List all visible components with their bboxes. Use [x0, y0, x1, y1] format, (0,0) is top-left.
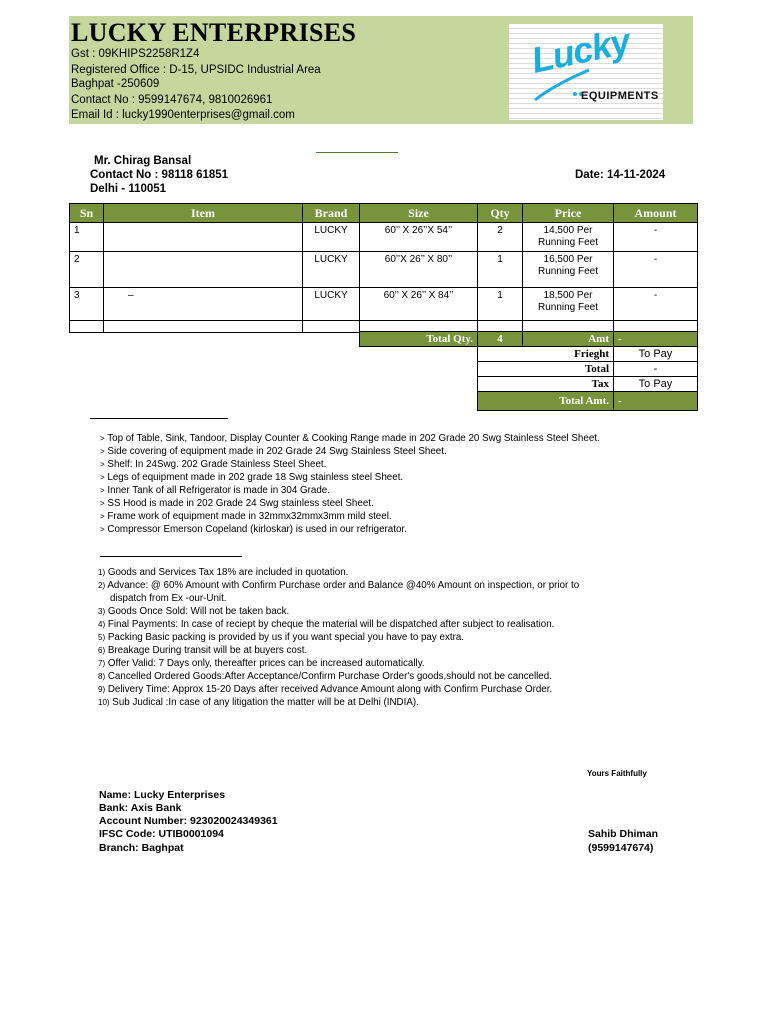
term-item — [98, 566, 738, 579]
term-item — [98, 605, 738, 618]
office-city: Baghpat -250609 — [71, 78, 160, 90]
spec-marker: > — [100, 486, 105, 495]
term-number: 10) — [98, 698, 110, 707]
term-number: 2) — [98, 581, 106, 590]
cell-sn: 1 — [70, 223, 104, 252]
closing-text: Yours Faithfully — [587, 769, 647, 778]
company-name: LUCKY ENTERPRISES — [71, 18, 357, 47]
spec-item — [100, 484, 720, 497]
col-header-price: Price — [523, 204, 614, 223]
cell-size: 60’’ X 26’’ X 84’’ — [360, 288, 478, 321]
bank-account-name: Name: Lucky Enterprises — [99, 789, 226, 801]
spec-marker: > — [100, 434, 105, 443]
signatory-name: Sahib Dhiman — [588, 828, 659, 840]
term-item — [98, 683, 738, 696]
spec-marker: > — [100, 460, 105, 469]
totals-table — [359, 331, 698, 411]
logo-wordmark: Lucky — [527, 20, 634, 81]
term-number: 6) — [98, 646, 106, 655]
cell-amount: - — [614, 223, 698, 252]
term-item — [98, 579, 738, 592]
table-row — [70, 223, 698, 252]
signatory-phone: (9599147674) — [588, 842, 654, 854]
cell-item: – — [104, 288, 303, 321]
terms-list — [98, 566, 738, 709]
bank-ifsc: IFSC Code: UTIB0001094 — [99, 828, 224, 840]
cell-sn: 2 — [70, 252, 104, 288]
table-row — [70, 252, 698, 288]
company-email: Email Id : lucky1990enterprises@gmail.com — [71, 109, 295, 121]
spec-text: Inner Tank of all Refrigerator is made in 304 Grade. — [107, 485, 330, 496]
tax-row — [360, 377, 698, 392]
total-amt-value: - — [614, 392, 698, 411]
term-text: Cancelled Ordered Goods:After Acceptance/Confirm Purchase Order's goods,should not be cancelled. — [107, 671, 552, 682]
company-contact: Contact No : 9599147674, 9810026961 — [71, 94, 273, 106]
term-text: Goods Once Sold: Will not be taken back. — [107, 606, 290, 617]
spec-text: Shelf: In 24Swg. 202 Grade Stainless Steel Sheet. — [107, 459, 327, 470]
col-header-item: Item — [104, 204, 303, 223]
total-amt-label: Total Amt. — [478, 392, 614, 411]
term-item — [98, 696, 738, 709]
company-logo — [509, 20, 663, 120]
term-item — [98, 631, 738, 644]
customer-contact: Contact No : 98118 61851 — [90, 169, 229, 181]
spec-text: Compressor Emerson Copeland (kirloskar) is used in our refrigerator. — [107, 524, 407, 535]
cell-sn: 3 — [70, 288, 104, 321]
cell-amount: - — [614, 252, 698, 288]
term-number: 1) — [98, 568, 106, 577]
customer-city: Delhi - 110051 — [90, 183, 167, 195]
gst-number: Gst : 09KHIPS2258R1Z4 — [71, 48, 200, 60]
total-value: - — [614, 362, 698, 377]
col-header-amount: Amount — [614, 204, 698, 223]
spec-marker: > — [100, 512, 105, 521]
spec-text: Top of Table, Sink, Tandoor, Display Counter & Cooking Range made in 202 Grade 20 Swg Stainless Steel Sheet. — [107, 433, 600, 444]
term-text: Delivery Time: Approx 15-20 Days after received Advance Amount along with Confirm Purchase Order. — [107, 684, 553, 695]
cell-brand: LUCKY — [303, 252, 360, 288]
terms-separator — [100, 556, 242, 557]
total-amt-row — [360, 392, 698, 411]
spec-item — [100, 523, 720, 536]
term-number: 4) — [98, 620, 106, 629]
cell-amount: - — [614, 288, 698, 321]
term-item — [98, 657, 738, 670]
spec-item — [100, 471, 720, 484]
spec-item — [100, 510, 720, 523]
total-qty-value: 4 — [478, 332, 523, 347]
cell-brand: LUCKY — [303, 223, 360, 252]
cell-item — [104, 252, 303, 288]
items-table — [69, 203, 698, 333]
registered-office: Registered Office : D-15, UPSIDC Industrial Area — [71, 64, 321, 76]
table-header-row — [70, 204, 698, 223]
cell-qty: 1 — [478, 252, 523, 288]
customer-name: Mr. Chirag Bansal — [94, 155, 192, 167]
term-item — [98, 670, 738, 683]
term-text: Sub Judical :In case of any litigation the matter will be at Delhi (INDIA). — [112, 697, 419, 708]
term-number: 7) — [98, 659, 106, 668]
cell-item — [104, 223, 303, 252]
total-qty-row — [360, 332, 698, 347]
term-text: Offer Valid: 7 Days only, thereafter prices can be increased automatically. — [107, 658, 425, 669]
term-continuation: dispatch from Ex -our-Unit. — [110, 593, 227, 604]
amt-label: Amt — [523, 332, 614, 347]
spec-text: Side covering of equipment made in 202 Grade 24 Swg Stainless Steel Sheet. — [107, 446, 447, 457]
total-label: Total — [478, 362, 614, 377]
term-number: 5) — [98, 633, 106, 642]
freight-value: To Pay — [614, 347, 698, 362]
cell-price: 18,500 Per Running Feet — [523, 288, 614, 321]
spec-marker: > — [100, 473, 105, 482]
cell-size: 60’’X 26’’ X 80’’ — [360, 252, 478, 288]
spec-marker: > — [100, 499, 105, 508]
term-number: 9) — [98, 685, 106, 694]
letterhead — [69, 16, 693, 124]
tax-label: Tax — [478, 377, 614, 392]
spec-text: SS Hood is made in 202 Grade 24 Swg stainless steel Sheet. — [107, 498, 374, 509]
term-text: Final Payments: In case of reciept by cheque the material will be dispatched after subject to realisation. — [107, 619, 555, 630]
specifications-list — [100, 432, 720, 536]
cell-price: 14,500 Per Running Feet — [523, 223, 614, 252]
cell-brand: LUCKY — [303, 288, 360, 321]
col-header-sn: Sn — [70, 204, 104, 223]
tax-value: To Pay — [614, 377, 698, 392]
table-row — [70, 288, 698, 321]
term-text: Breakage During transit will be at buyers cost. — [107, 645, 308, 656]
col-header-brand: Brand — [303, 204, 360, 223]
title-underline — [316, 152, 398, 153]
freight-label: Frieght — [478, 347, 614, 362]
freight-row — [360, 347, 698, 362]
cell-qty: 1 — [478, 288, 523, 321]
spec-item — [100, 458, 720, 471]
spec-text: Legs of equipment made in 202 grade 18 Swg stainless steel Sheet. — [107, 472, 404, 483]
term-number: 3) — [98, 607, 106, 616]
term-text: Goods and Services Tax 18% are included in quotation. — [107, 567, 349, 578]
specs-separator — [90, 418, 228, 419]
cell-size: 60’’ X 26’’X 54’’ — [360, 223, 478, 252]
cell-qty: 2 — [478, 223, 523, 252]
term-item — [98, 644, 738, 657]
term-text: Advance: @ 60% Amount with Confirm Purchase order and Balance @40% Amount on inspection, or prior to — [107, 580, 580, 591]
term-item — [98, 618, 738, 631]
logo-subtitle: EQUIPMENTS — [581, 90, 659, 102]
total-qty-label: Total Qty. — [360, 332, 478, 347]
spec-marker: > — [100, 525, 105, 534]
spec-text: Frame work of equipment made in 32mmx32mmx3mm mild steel. — [107, 511, 392, 522]
bank-account-number: Account Number: 923020024349361 — [99, 815, 278, 827]
cell-price: 16,500 Per Running Feet — [523, 252, 614, 288]
amt-value: - — [614, 332, 698, 347]
spec-item — [100, 445, 720, 458]
term-number: 8) — [98, 672, 106, 681]
spec-item — [100, 497, 720, 510]
bank-name: Bank: Axis Bank — [99, 802, 182, 814]
col-header-qty: Qty — [478, 204, 523, 223]
quotation-date: Date: 14-11-2024 — [575, 169, 666, 181]
term-text: Packing Basic packing is provided by us if you want special you have to pay extra. — [107, 632, 465, 643]
total-row — [360, 362, 698, 377]
col-header-size: Size — [360, 204, 478, 223]
spec-item — [100, 432, 720, 445]
spec-marker: > — [100, 447, 105, 456]
bank-branch: Branch: Baghpat — [99, 842, 184, 854]
